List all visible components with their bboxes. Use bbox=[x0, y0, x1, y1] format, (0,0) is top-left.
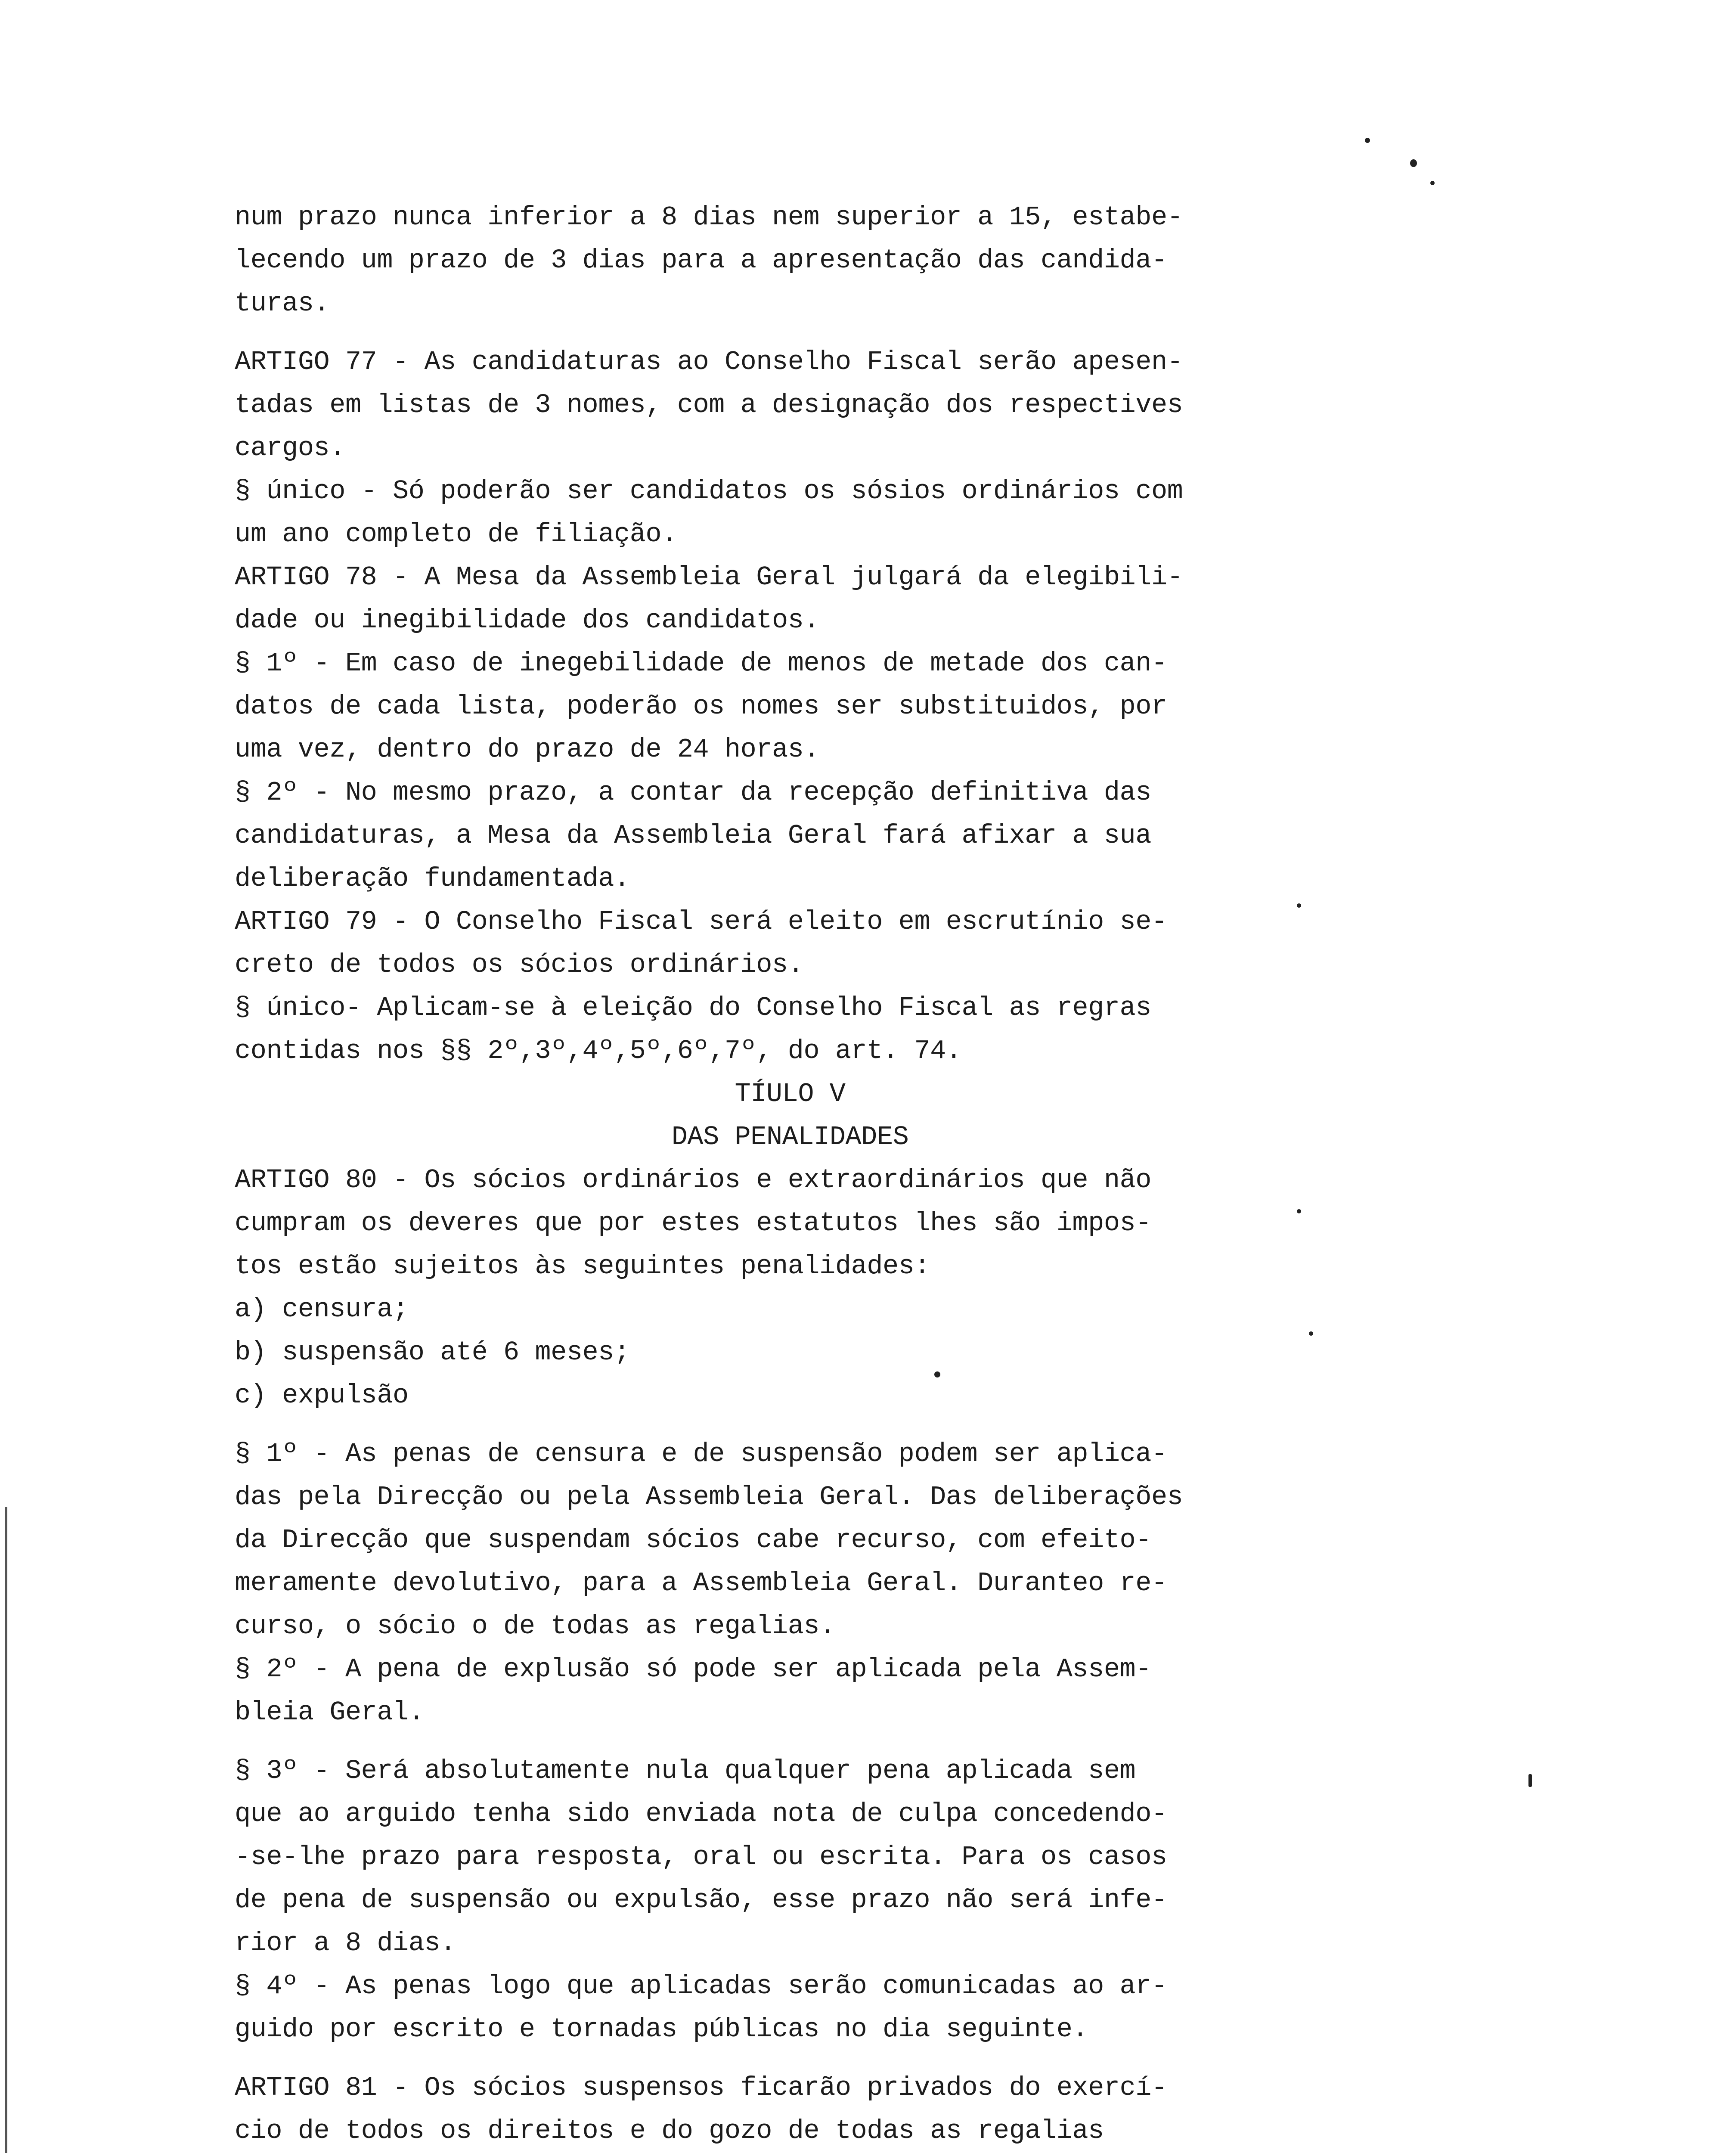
document-body bbox=[235, 196, 1311, 2153]
paragraph-1-line: § 1º - Em caso de inegebilidade de menos de metade dos can- bbox=[235, 648, 1167, 679]
list-item: b) suspensão até 6 meses; bbox=[235, 1337, 630, 1368]
paragraph-2-line: § 2º - No mesmo prazo, a contar da recepção definitiva das bbox=[235, 777, 1151, 808]
ink-speck bbox=[1309, 1331, 1313, 1336]
article-79-line: ARTIGO 79 - O Conselho Fiscal será eleito em escrutínio se- bbox=[235, 906, 1167, 937]
text-line: guido por escrito e tornadas públicas no dia seguinte. bbox=[235, 2014, 1088, 2044]
text-line: que ao arguido tenha sido enviada nota de culpa concedendo- bbox=[235, 1799, 1167, 1829]
section-heading: DAS PENALIDADES bbox=[671, 1122, 909, 1152]
text-line: -se-lhe prazo para resposta, oral ou escrita. Para os casos bbox=[235, 1842, 1167, 1872]
text-line: rior a 8 dias. bbox=[235, 1928, 456, 1958]
text-line: turas. bbox=[235, 288, 330, 319]
text-line: bleia Geral. bbox=[235, 1697, 425, 1728]
list-item: a) censura; bbox=[235, 1294, 409, 1325]
text-line: lecendo um prazo de 3 dias para a apresentação das candida- bbox=[235, 245, 1167, 276]
ink-speck bbox=[1528, 1774, 1532, 1787]
text-line: dade ou inegibilidade dos candidatos. bbox=[235, 605, 820, 636]
text-line: contidas nos §§ 2º,3º,4º,5º,6º,7º, do art. 74. bbox=[235, 1036, 962, 1066]
text-line: da Direcção que suspendam sócios cabe recurso, com efeito- bbox=[235, 1525, 1151, 1555]
ink-speck bbox=[934, 1371, 940, 1377]
paragraph-1-line: § 1º - As penas de censura e de suspensão podem ser aplica- bbox=[235, 1439, 1167, 1469]
gap bbox=[235, 2051, 1311, 2066]
text-line: meramente devolutivo, para a Assembleia Geral. Duranteo re- bbox=[235, 1568, 1167, 1598]
text-line: candidaturas, a Mesa da Assembleia Geral fará afixar a sua bbox=[235, 820, 1151, 851]
article-81-line: ARTIGO 81 - Os sócios suspensos ficarão privados do exercí- bbox=[235, 2072, 1167, 2103]
text-line: num prazo nunca inferior a 8 dias nem superior a 15, estabe- bbox=[235, 202, 1183, 233]
ink-speck bbox=[1297, 1209, 1301, 1213]
text-line: cumpram os deveres que por estes estatutos lhes são impos- bbox=[235, 1208, 1151, 1238]
text-line: de pena de suspensão ou expulsão, esse prazo não será infe- bbox=[235, 1885, 1167, 1915]
ink-speck bbox=[1410, 159, 1417, 167]
article-80-line: ARTIGO 80 - Os sócios ordinários e extraordinários que não bbox=[235, 1165, 1151, 1195]
ink-speck bbox=[1430, 181, 1435, 185]
text-line: creto de todos os sócios ordinários. bbox=[235, 949, 804, 980]
page-edge-line bbox=[5, 1507, 7, 2153]
text-line: tadas em listas de 3 nomes, com a designação dos respectives bbox=[235, 390, 1183, 420]
article-77-line: ARTIGO 77 - As candidaturas ao Conselho Fiscal serão apesen- bbox=[235, 347, 1183, 377]
gap bbox=[235, 1734, 1311, 1750]
paragraph-2-line: § 2º - A pena de explusão só pode ser aplicada pela Assem- bbox=[235, 1654, 1151, 1685]
article-78-line: ARTIGO 78 - A Mesa da Assembleia Geral julgará da elegibili- bbox=[235, 562, 1183, 593]
paragraph-4-line: § 4º - As penas logo que aplicadas serão comunicadas ao ar- bbox=[235, 1971, 1167, 2001]
text-line: um ano completo de filiação. bbox=[235, 519, 677, 549]
gap bbox=[235, 1417, 1311, 1433]
text-line: cio de todos os direitos e do gozo de todas as regalias bbox=[235, 2116, 1104, 2146]
paragraph-unico-line: § único - Só poderão ser candidatos os sósios ordinários com bbox=[235, 476, 1183, 506]
text-line: uma vez, dentro do prazo de 24 horas. bbox=[235, 734, 820, 765]
text-line: cargos. bbox=[235, 433, 345, 463]
blank-line bbox=[235, 325, 1311, 341]
title-heading: TÍULO V bbox=[735, 1079, 846, 1109]
list-item: c) expulsão bbox=[235, 1380, 409, 1411]
text-line: datos de cada lista, poderão os nomes ser substituidos, por bbox=[235, 691, 1167, 722]
paragraph-unico-line: § único- Aplicam-se à eleição do Conselho Fiscal as regras bbox=[235, 993, 1151, 1023]
ink-speck bbox=[1297, 903, 1301, 908]
ink-speck bbox=[1365, 138, 1370, 143]
text-line: curso, o sócio o de todas as regalias. bbox=[235, 1611, 835, 1641]
paragraph-3-line: § 3º - Será absolutamente nula qualquer pena aplicada sem bbox=[235, 1756, 1136, 1786]
text-line: deliberação fundamentada. bbox=[235, 863, 630, 894]
text-line: tos estão sujeitos às seguintes penalidades: bbox=[235, 1251, 930, 1281]
text-line: das pela Direcção ou pela Assembleia Geral. Das deliberações bbox=[235, 1482, 1183, 1512]
